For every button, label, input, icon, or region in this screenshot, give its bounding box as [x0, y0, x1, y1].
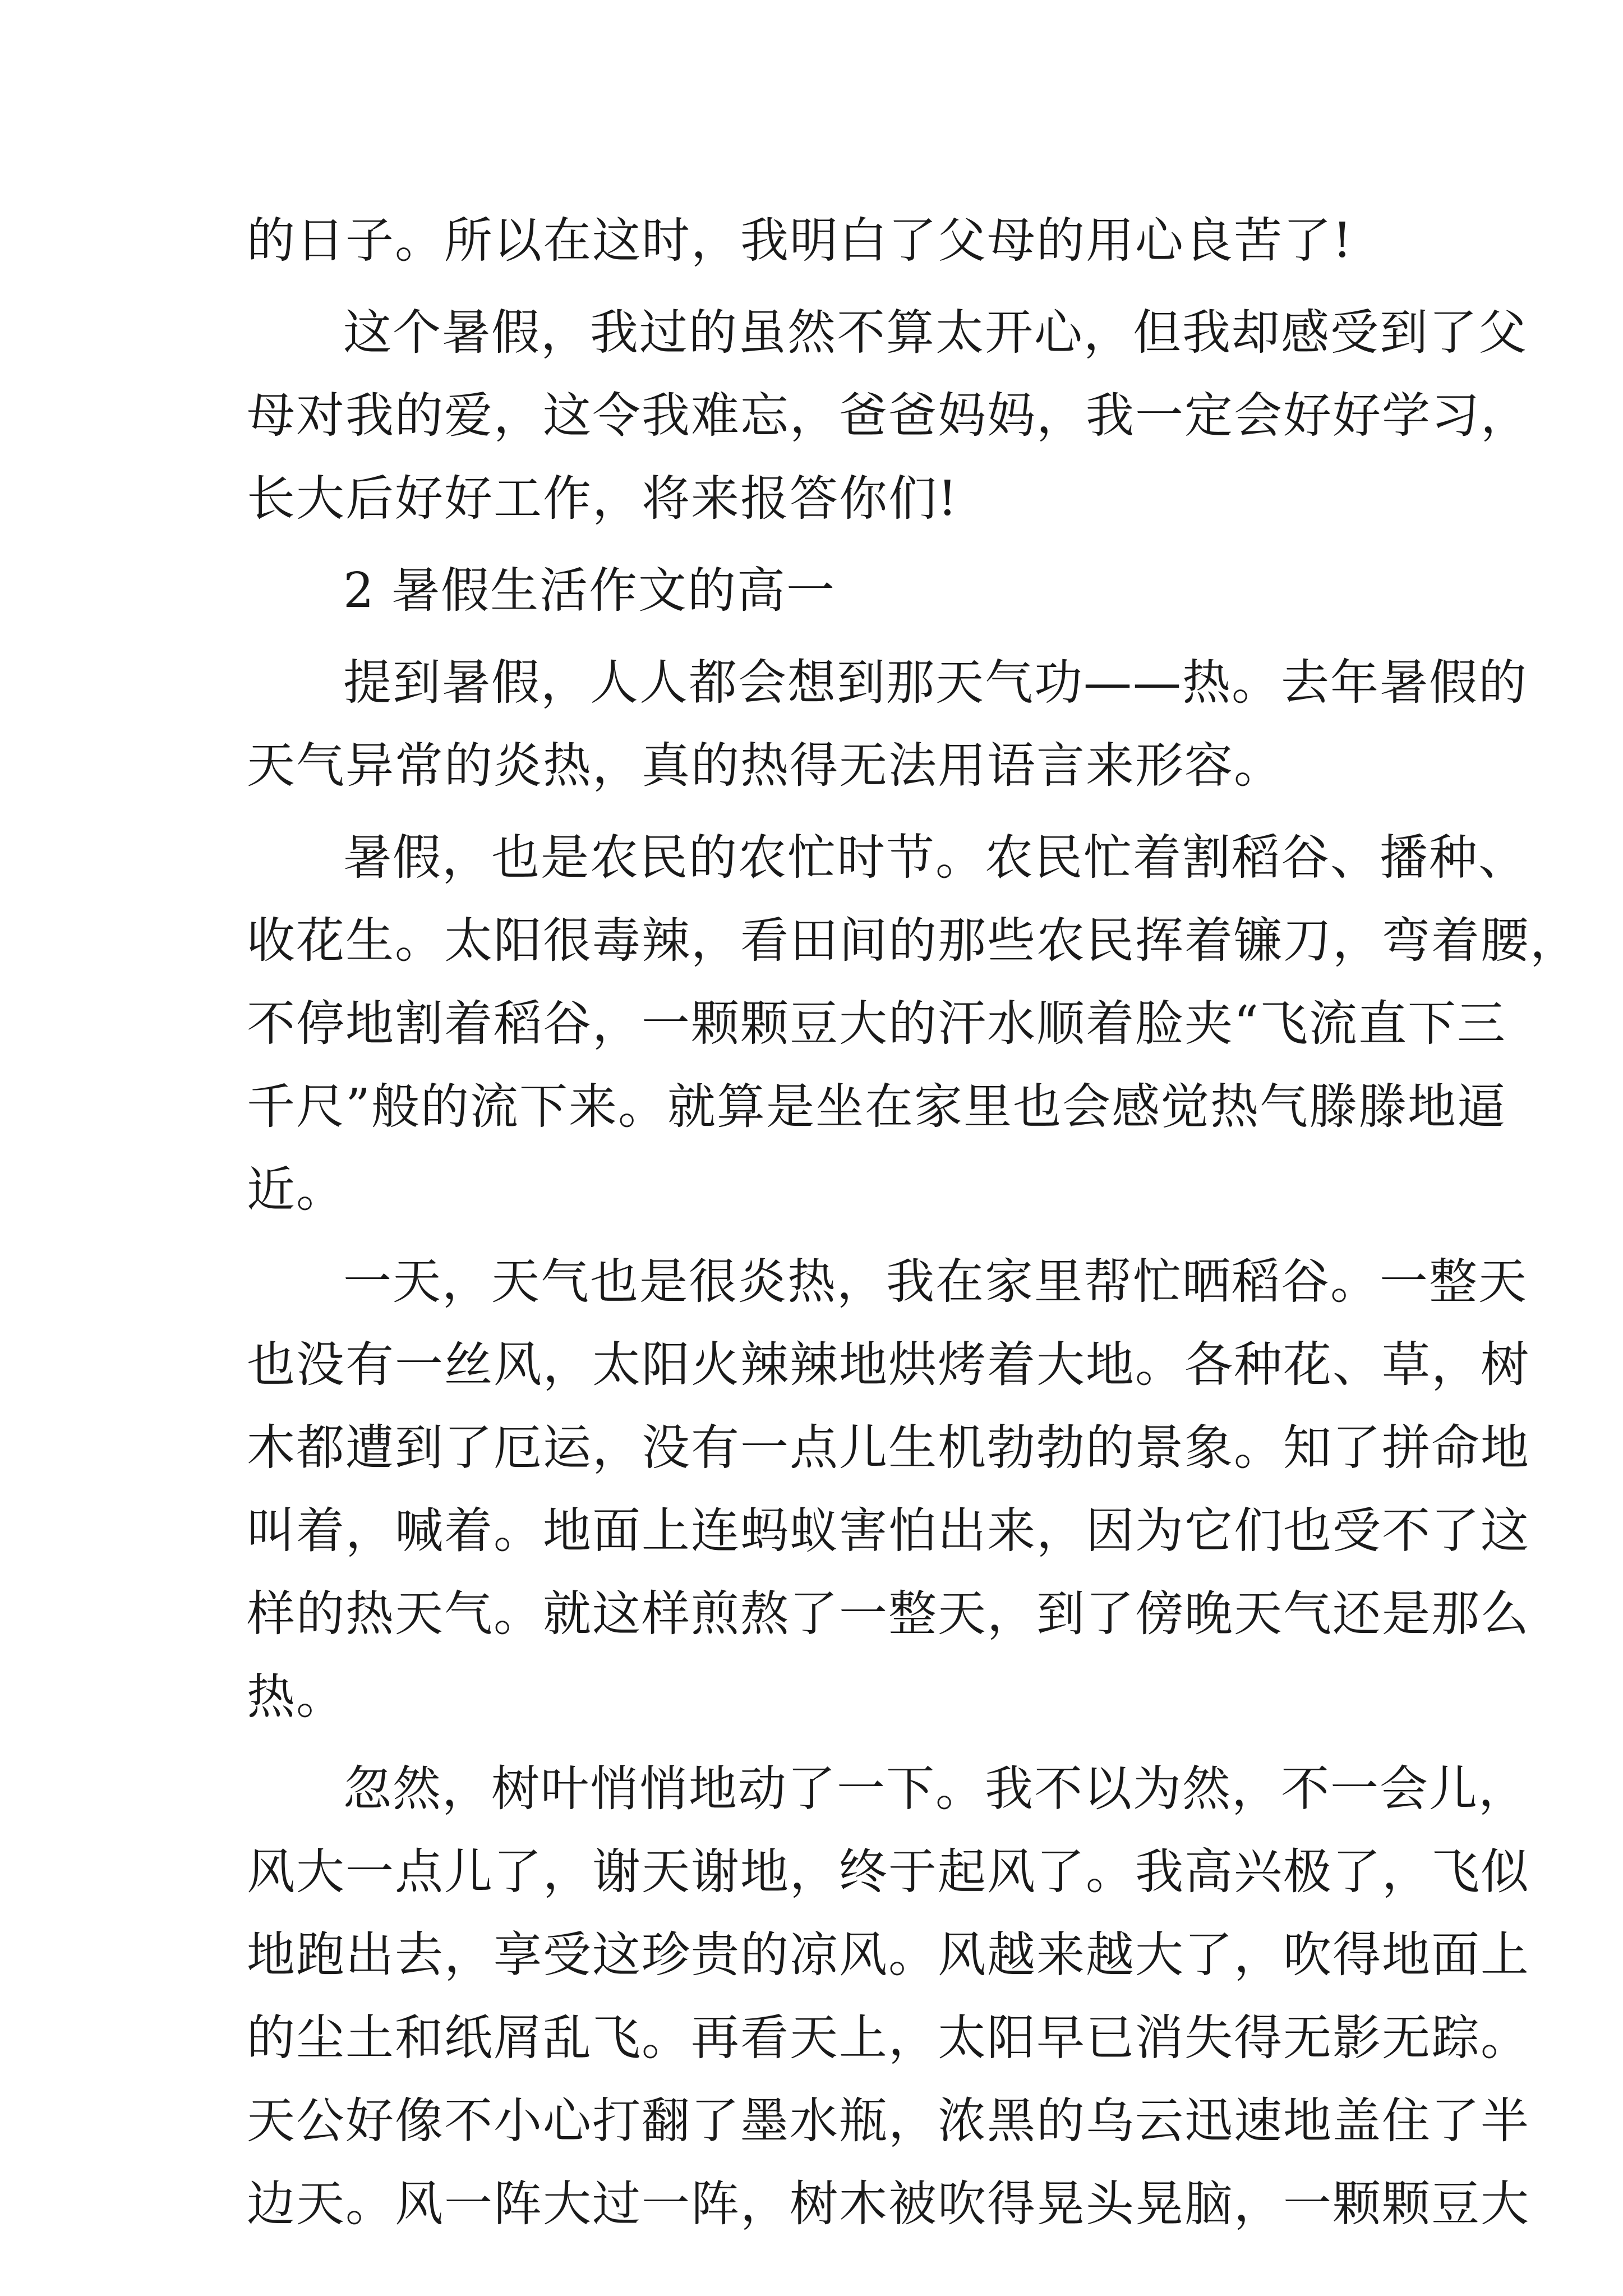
text-line: 热。 — [247, 1669, 345, 1725]
text-line: 木都遭到了厄运，没有一点儿生机勃勃的景象。知了拼命地 — [247, 1420, 1530, 1476]
paragraph-first-line: 暑假，也是农民的农忙时节。农民忙着割稻谷、播种、 — [343, 830, 1528, 886]
text-line: 千尺”般的流下来。就算是坐在家里也会感觉热气滕滕地逼 — [247, 1079, 1506, 1135]
text-line: 边天。风一阵大过一阵，树木被吹得晃头晃脑，一颗颗豆大 — [247, 2176, 1530, 2232]
document-body — [247, 199, 1579, 2246]
text-line: 风大一点儿了，谢天谢地，终于起风了。我高兴极了，飞似 — [247, 1844, 1530, 1900]
paragraph-first-line: 一天，天气也是很炎热，我在家里帮忙晒稻谷。一整天 — [343, 1254, 1528, 1310]
text-line: 的日子。所以在这时，我明白了父母的用心良苦了! — [247, 213, 1353, 269]
text-line: 的尘土和纸屑乱飞。再看天上，太阳早已消失得无影无踪。 — [247, 2010, 1530, 2066]
text-line: 地跑出去，享受这珍贵的凉风。风越来越大了，吹得地面上 — [247, 1927, 1530, 1983]
paragraph-first-line: 2 暑假生活作文的高一 — [343, 563, 836, 619]
text-line: 母对我的爱，这令我难忘，爸爸妈妈，我一定会好好学习， — [247, 388, 1530, 444]
text-line: 也没有一丝风，太阳火辣辣地烘烤着大地。各种花、草，树 — [247, 1337, 1530, 1393]
paragraph-gap — [247, 540, 1413, 549]
paragraph-first-line: 提到暑假，人人都会想到那天气功——热。去年暑假的 — [343, 655, 1528, 711]
text-line: 叫着，喊着。地面上连蚂蚁害怕出来，因为它们也受不了这 — [247, 1503, 1530, 1559]
paragraph-gap — [247, 632, 1413, 641]
paragraph-gap — [247, 1231, 1413, 1240]
text-line: 近。 — [247, 1162, 345, 1218]
text-line: 长大后好好工作，将来报答你们! — [247, 471, 958, 527]
paragraph-gap — [247, 1738, 1413, 1747]
text-line: 天公好像不小心打翻了墨水瓶，浓黑的乌云迅速地盖住了半 — [247, 2093, 1530, 2149]
paragraph-gap — [247, 282, 1413, 291]
text-line: 天气异常的炎热，真的热得无法用语言来形容。 — [247, 738, 1283, 794]
paragraph-first-line: 忽然，树叶悄悄地动了一下。我不以为然，不一会儿， — [343, 1761, 1528, 1817]
paragraph-gap — [247, 807, 1413, 816]
paragraph-first-line: 这个暑假，我过的虽然不算太开心，但我却感受到了父 — [343, 305, 1528, 361]
text-line: 样的热天气。就这样煎熬了一整天，到了傍晚天气还是那么 — [247, 1586, 1530, 1642]
text-line: 收花生。太阳很毒辣，看田间的那些农民挥着镰刀，弯着腰， — [247, 913, 1579, 969]
text-line: 不停地割着稻谷，一颗颗豆大的汗水顺着脸夹“飞流直下三 — [247, 996, 1506, 1052]
